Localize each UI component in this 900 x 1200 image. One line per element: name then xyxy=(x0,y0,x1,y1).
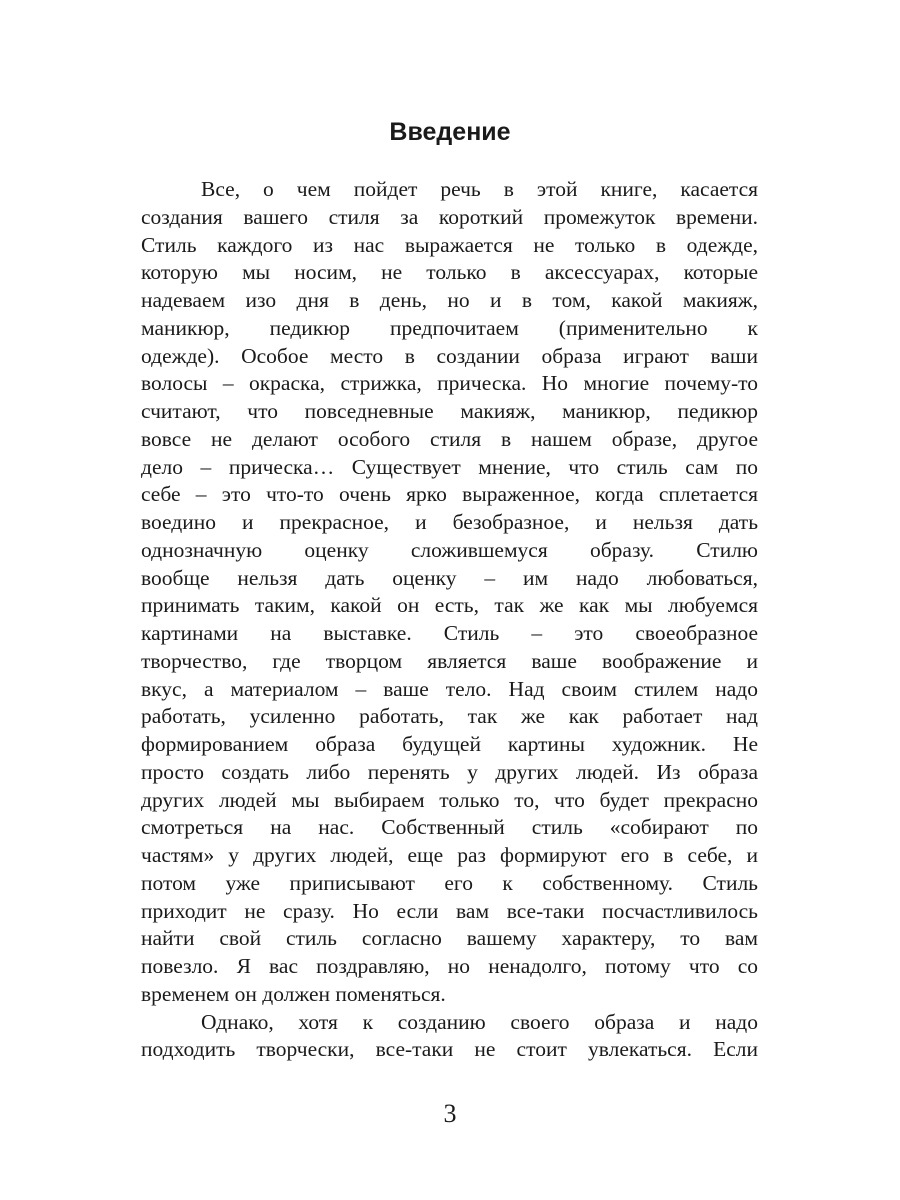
text-line: волосы – окраска, стрижка, прическа. Но многие почему-то xyxy=(141,371,758,396)
text-line: творчество, где творцом является ваше воображение и xyxy=(141,648,758,673)
text-line: Все, о чем пойдет речь в этой книге, касается xyxy=(201,177,758,201)
text-line: вовсе не делают особого стиля в нашем образе, другое xyxy=(141,426,758,451)
text-line: вообще нельзя дать оценку – им надо любоваться, xyxy=(141,565,758,590)
text-line: других людей мы выбираем только то, что будет прекрасно xyxy=(141,787,758,812)
body-text xyxy=(141,176,758,1064)
text-line: подходить творчески, все-таки не стоит увлекаться. Если xyxy=(141,1037,758,1062)
text-line: которую мы носим, не только в аксессуарах, которые xyxy=(141,260,758,285)
text-line: приходит не сразу. Но если вам все-таки посчастливилось xyxy=(141,898,758,923)
text-line: вкус, а материалом – ваше тело. Над своим стилем надо xyxy=(141,676,758,701)
text-line: себе – это что-то очень ярко выраженное, когда сплетается xyxy=(141,482,758,507)
text-line: Однако, хотя к созданию своего образа и надо xyxy=(201,1009,758,1034)
text-line: воедино и прекрасное, и безобразное, и нельзя дать xyxy=(141,510,758,534)
text-line: формированием образа будущей картины художник. Не xyxy=(141,732,758,756)
page-number: 3 xyxy=(443,1099,457,1128)
paragraph-2 xyxy=(141,1009,758,1065)
text-line: работать, усиленно работать, так же как работает над xyxy=(141,704,758,729)
text-line: найти свой стиль согласно вашему характеру, то вам xyxy=(141,926,758,951)
text-line: просто создать либо перенять у других людей. Из образа xyxy=(141,759,758,784)
text-line: создания вашего стиля за короткий промежуток времени. xyxy=(141,204,758,229)
text-line: повезло. Я вас поздравляю, но ненадолго, потому что со xyxy=(141,954,758,978)
text-line: одежде). Особое место в создании образа играют ваши xyxy=(141,343,758,368)
text-line: потом уже приписывают его к собственному. Стиль xyxy=(141,870,758,895)
text-line: однозначную оценку сложившемуся образу. Стилю xyxy=(141,537,758,562)
text-line: принимать таким, какой он есть, так же как мы любуемся xyxy=(141,593,758,618)
text-line: частям» у других людей, еще раз формируют его в себе, и xyxy=(141,843,758,867)
chapter-title: Введение xyxy=(389,118,511,146)
text-line: маникюр, педикюр предпочитаем (применительно к xyxy=(141,315,758,340)
text-line: картинами на выставке. Стиль – это своеобразное xyxy=(141,621,758,645)
text-line: Стиль каждого из нас выражается не только в одежде, xyxy=(141,232,758,257)
paragraph-1 xyxy=(141,176,758,1009)
text-line: временем он должен поменяться. xyxy=(141,981,446,1006)
text-line: надеваем изо дня в день, но и в том, какой макияж, xyxy=(141,288,758,312)
text-line: смотреться на нас. Собственный стиль «собирают по xyxy=(141,815,758,840)
text-line: дело – прическа… Существует мнение, что стиль сам по xyxy=(141,454,758,479)
text-line: считают, что повседневные макияж, маникюр, педикюр xyxy=(141,399,758,423)
